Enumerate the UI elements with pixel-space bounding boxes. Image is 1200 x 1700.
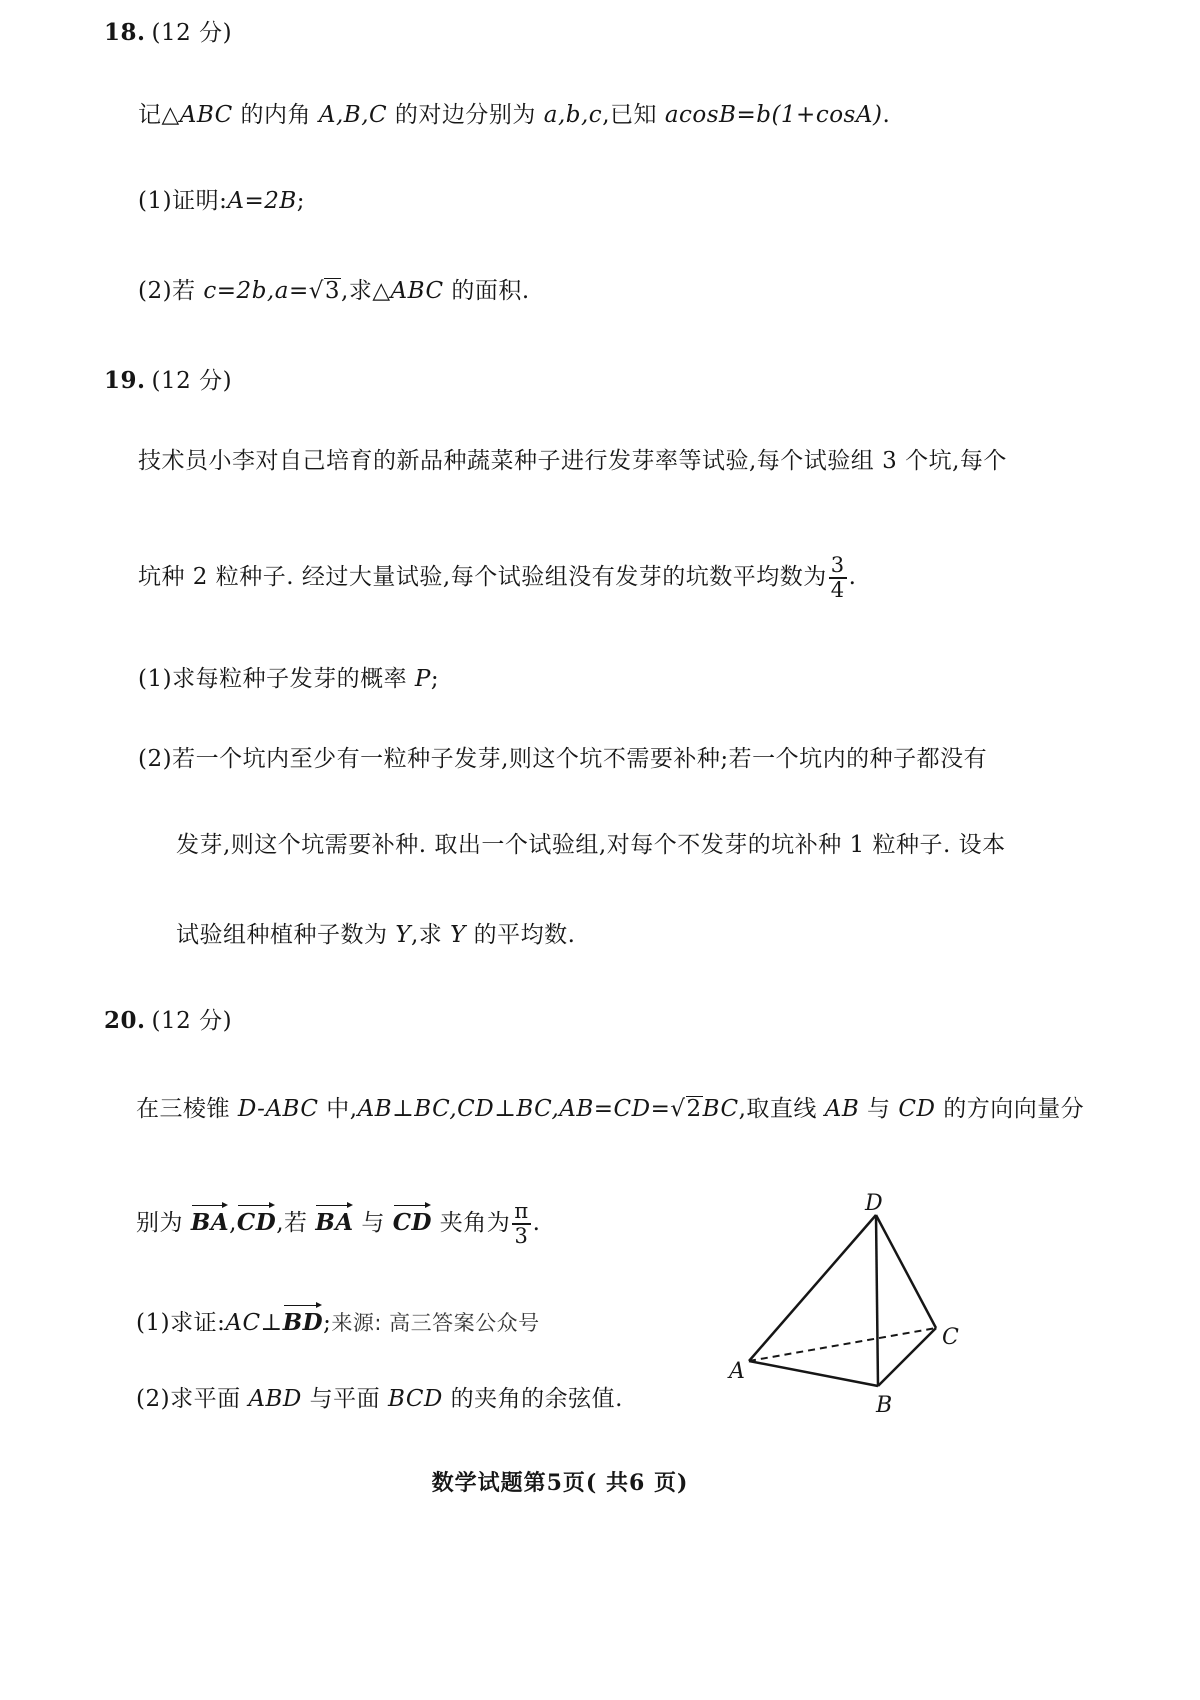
sqrt-symbol: √	[670, 1096, 686, 1122]
sqrt-radicand: 3	[324, 278, 341, 304]
vector-BA: BA	[315, 1202, 353, 1238]
edge-AB	[749, 1361, 878, 1386]
q18-stem-text: ,已知	[602, 102, 665, 128]
q20-stem-math: CD	[898, 1096, 936, 1122]
q20-stem-math: AB⊥BC,CD⊥BC,AB=CD=	[357, 1096, 671, 1122]
q18-score: (12 分)	[151, 20, 233, 46]
q18-part1-text: ;	[296, 188, 306, 214]
q20-stem-text: ,	[229, 1210, 237, 1236]
q20-stem-line2	[136, 1200, 540, 1248]
q19-header	[104, 366, 232, 396]
q20-stem-text: 在三棱锥	[136, 1096, 238, 1122]
edge-AD	[749, 1215, 876, 1361]
vertex-label-D: D	[865, 1191, 883, 1216]
q20-number: 20.	[104, 1007, 146, 1034]
q18-number: 18.	[104, 19, 146, 46]
q18-part1-label: (1)	[138, 188, 173, 214]
q20-part1-math: AC⊥	[225, 1310, 283, 1336]
q19-part2-label: (2)	[138, 746, 173, 772]
q18-part2-text: ,求△	[341, 278, 391, 304]
q19-stem-text: .	[848, 564, 857, 590]
q20-part1-text: ;	[323, 1310, 332, 1336]
q20-part1-label: (1)	[136, 1310, 171, 1336]
q20-stem-text: 与	[859, 1096, 899, 1122]
q19-part1-text: 求每粒种子发芽的概率	[172, 666, 415, 692]
q20-stem-line1	[136, 1094, 1084, 1124]
q19-part2-text: 若一个坑内至少有一粒种子发芽,则这个坑不需要补种;若一个坑内的种子都没有	[172, 746, 988, 772]
q18-stem-text: .	[882, 102, 891, 128]
q19-stem-text: 坑种 2 粒种子. 经过大量试验,每个试验组没有发芽的坑数平均数为	[138, 564, 827, 590]
q20-header	[104, 1006, 232, 1036]
fraction-denominator: 4	[830, 578, 845, 602]
edge-BD	[876, 1215, 878, 1386]
q20-stem-math: AB	[824, 1096, 860, 1122]
q20-part1-text: 求证:	[170, 1310, 226, 1336]
q19-part2-line2: 发芽,则这个坑需要补种. 取出一个试验组,对每个不发芽的坑补种 1 粒种子. 设本	[176, 832, 1006, 858]
fraction-numerator: π	[514, 1199, 529, 1223]
q19-part1	[138, 664, 439, 694]
fraction-denominator: 3	[514, 1224, 529, 1248]
q18-stem-math: ABC	[179, 102, 233, 128]
q19-stem-line1: 技术员小李对自己培育的新品种蔬菜种子进行发芽率等试验,每个试验组 3 个坑,每个	[138, 448, 1007, 474]
vertex-label-C: C	[942, 1325, 959, 1350]
fraction-numerator: 3	[830, 553, 845, 577]
vector-BA: BA	[191, 1202, 229, 1238]
q19-score: (12 分)	[151, 368, 233, 394]
q18-stem-text: 记△	[138, 102, 180, 128]
q20-stem-text: 中,	[318, 1096, 358, 1122]
q18-part2-text: 若	[172, 278, 204, 304]
q19-part1-text: ;	[430, 666, 440, 692]
vertex-label-A: A	[729, 1359, 745, 1384]
q20-part2-text: 求平面	[170, 1386, 249, 1412]
edge-BC	[878, 1328, 936, 1386]
q18-stem-math: A,B,C	[318, 102, 388, 128]
q18-part2-label: (2)	[138, 278, 173, 304]
q19-part2-line3	[176, 920, 575, 950]
q20-stem-text: 与	[353, 1210, 393, 1236]
q18-stem-condition: acosB=b(1+cosA)	[664, 102, 883, 128]
q20-part2-math: BCD	[387, 1386, 443, 1412]
q19-part2-line1	[138, 744, 987, 774]
q20-stem-text: ,取直线	[738, 1096, 825, 1122]
q20-part2-label: (2)	[136, 1386, 171, 1412]
q19-number: 19.	[104, 367, 146, 394]
fraction	[512, 1200, 530, 1248]
q20-stem-text: 夹角为	[432, 1210, 511, 1236]
vertex-label-B: B	[876, 1393, 893, 1418]
q19-part1-math: P	[414, 666, 431, 692]
q19-part2-text: 试验组种植种子数为	[176, 922, 396, 948]
q18-stem	[138, 100, 890, 130]
vector-BD: BD	[283, 1302, 323, 1338]
q20-stem-text: 别为	[136, 1210, 191, 1236]
q20-part2-math: ABD	[248, 1386, 302, 1412]
q20-part2	[136, 1384, 623, 1414]
q18-part1-text: 证明:	[172, 188, 228, 214]
sqrt-radicand: 2	[686, 1096, 702, 1122]
vector-CD: CD	[237, 1202, 276, 1238]
q18-stem-text: 的对边分别为	[387, 102, 544, 128]
q18-part2-math: ABC	[390, 278, 444, 304]
q20-score: (12 分)	[151, 1008, 233, 1034]
q18-part1-math: A=2B	[227, 188, 297, 214]
source-note: 来源: 高三答案公众号	[331, 1311, 540, 1335]
q20-stem-math: D-ABC	[237, 1096, 319, 1122]
q20-stem-text: .	[532, 1210, 541, 1236]
q19-part2-math: Y	[395, 922, 411, 948]
q19-stem-line2	[138, 554, 856, 602]
q20-part2-text: 与平面	[301, 1386, 388, 1412]
q19-part2-text: ,求	[411, 922, 451, 948]
fraction	[829, 554, 847, 602]
sqrt-symbol: √	[308, 278, 324, 304]
edge-CD	[876, 1215, 936, 1328]
q20-stem-math: BC	[702, 1096, 739, 1122]
q19-part1-label: (1)	[138, 666, 173, 692]
q18-part2	[138, 276, 530, 306]
q20-part2-text: 的夹角的余弦值.	[442, 1386, 623, 1412]
tetrahedron-figure	[720, 1190, 980, 1430]
q18-part1	[138, 186, 305, 216]
q18-stem-math: a,b,c	[543, 102, 603, 128]
q19-part2-text: 的平均数.	[465, 922, 576, 948]
q18-stem-text: 的内角	[232, 102, 319, 128]
q18-part2-math: c=2b,a=	[203, 278, 309, 304]
page-footer: 数学试题第5页( 共6 页)	[431, 1470, 689, 1496]
q18-part2-text: 的面积.	[443, 278, 530, 304]
q20-part1	[136, 1302, 540, 1338]
q20-stem-text: ,若	[276, 1210, 316, 1236]
vector-CD: CD	[393, 1202, 432, 1238]
q18-header	[104, 18, 232, 48]
q19-part2-math: Y	[450, 922, 466, 948]
q20-stem-text: 的方向向量分	[935, 1096, 1085, 1122]
